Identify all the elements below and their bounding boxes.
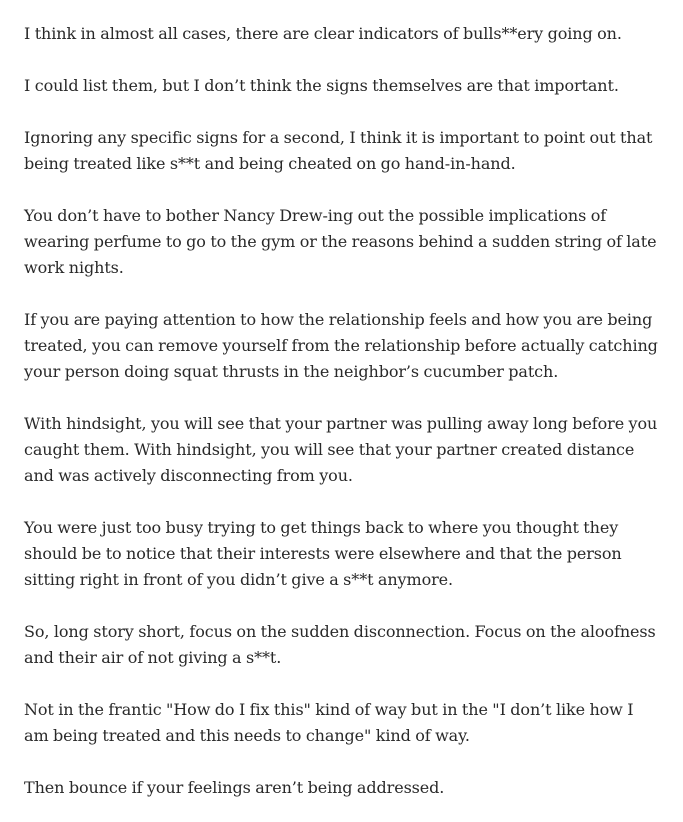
paragraph: So, long story short, focus on the sudden disconnection. Focus on the aloofness and their air of not giving a s**t. — [24, 622, 656, 667]
paragraph: With hindsight, you will see that your partner was pulling away long before you caught them. With hindsight, you will see that your partner created distance and was actively disconnecting from you. — [24, 414, 658, 485]
paragraph: Not in the frantic "How do I fix this" kind of way but in the "I don’t like how I am being treated and this needs to change" kind of way. — [24, 700, 634, 745]
paragraph: Then bounce if your feelings aren’t being addressed. — [24, 778, 445, 797]
paragraph: You don’t have to bother Nancy Drew-ing out the possible implications of wearing perfume to go to the gym or the reasons behind a sudden string of late work nights. — [24, 206, 657, 277]
paragraph: You were just too busy trying to get things back to where you thought they should be to notice that their interests were elsewhere and that the person sitting right in front of you didn’t give a s**t anymore. — [24, 518, 622, 589]
paragraph: I could list them, but I don’t think the signs themselves are that important. — [24, 76, 619, 95]
paragraph: If you are paying attention to how the relationship feels and how you are being treated, you can remove yourself from the relationship before actually catching your person doing squat thrusts in the neighbor’s cucumber patch. — [24, 310, 658, 381]
paragraph: Ignoring any specific signs for a second, I think it is important to point out that being treated like s**t and being cheated on go hand-in-hand. — [24, 128, 653, 173]
paragraph: I think in almost all cases, there are clear indicators of bulls**ery going on. — [24, 24, 622, 43]
